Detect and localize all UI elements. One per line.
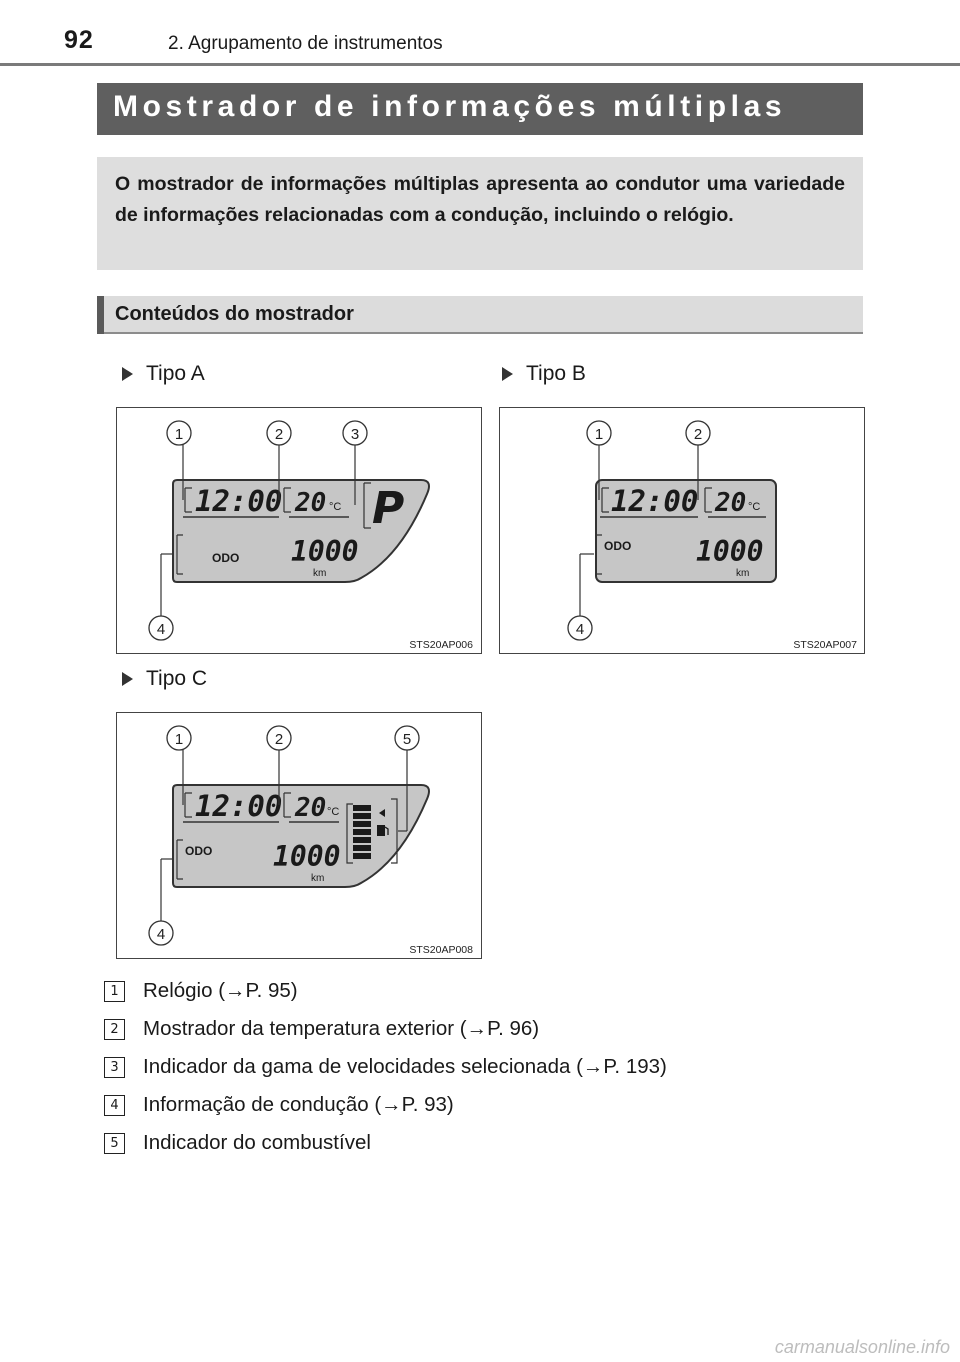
temp-readout: 20 [295,793,327,823]
odo-readout: 1000 [273,840,341,873]
legend-number: 5 [104,1133,125,1154]
temp-unit: °C [748,501,761,513]
temp-unit: °C [327,806,340,818]
figure-code: STS20AP008 [409,944,473,956]
figure-code: STS20AP006 [409,639,473,651]
header-rule [0,63,960,66]
temp-readout: 20 [295,488,327,518]
clock-readout: 12:00 [195,484,283,518]
type-b-text: Tipo B [526,362,586,385]
legend-text: Indicador da gama de velocidades selecionada (→P. 193) [143,1055,667,1078]
type-a-label [122,362,205,386]
odo-unit: km [311,873,325,884]
legend-text: Mostrador da temperatura exterior (→P. 96) [143,1017,540,1040]
svg-text:4: 4 [156,926,166,943]
figure-type-b [499,407,865,654]
legend-text: Informação de condução (→P. 93) [143,1093,454,1116]
temp-unit: °C [329,501,342,513]
type-b-label [502,362,586,386]
figure-code: STS20AP007 [793,639,857,651]
type-c-label [122,667,207,691]
figure-type-c [116,712,482,959]
section-title: Conteúdos do mostrador [115,303,354,325]
svg-text:4: 4 [575,621,585,638]
legend-item-4 [104,1089,454,1121]
triangle-bullet-icon [122,672,133,686]
legend-item-5 [104,1127,371,1159]
clock-readout: 12:00 [611,484,699,518]
legend-number: 1 [104,981,125,1002]
section-heading [97,296,863,334]
figure-type-a [116,407,482,654]
section-accent [97,296,104,334]
odo-unit: km [313,568,327,579]
svg-text:5: 5 [402,731,412,748]
temp-readout: 20 [715,488,747,518]
intro-box [97,157,863,270]
legend-number: 4 [104,1095,125,1116]
odo-readout: 1000 [291,535,359,568]
chapter-title: 2. Agrupamento de instrumentos [168,33,443,54]
page-title: Mostrador de informações múltiplas [113,90,787,123]
svg-text:2: 2 [274,731,284,748]
svg-text:1: 1 [594,426,604,443]
legend-number: 3 [104,1057,125,1078]
svg-text:3: 3 [350,426,360,443]
svg-text:1: 1 [174,731,184,748]
type-c-text: Tipo C [146,667,208,690]
svg-text:2: 2 [274,426,284,443]
odo-label: ODO [604,539,632,553]
gear-readout: P [372,483,405,534]
legend-item-3 [104,1051,667,1083]
page-number: 92 [64,26,94,54]
intro-text: O mostrador de informações múltiplas apresenta ao condutor uma variedade de informações relacionadas com a condução, incluindo o relógio. [115,173,845,226]
clock-readout: 12:00 [195,789,283,823]
legend-item-2 [104,1013,539,1045]
fuel-gauge-bars [353,805,371,859]
type-a-text: Tipo A [146,362,205,385]
triangle-bullet-icon [502,367,513,381]
odo-label: ODO [185,844,213,858]
svg-text:2: 2 [693,426,703,443]
svg-text:4: 4 [156,621,166,638]
odo-label: ODO [212,551,240,565]
legend-number: 2 [104,1019,125,1040]
legend-item-1 [104,975,298,1007]
odo-unit: km [736,568,750,579]
svg-text:1: 1 [174,426,184,443]
title-bar [97,83,863,135]
legend-text: Indicador do combustível [143,1131,371,1154]
legend-text: Relógio (→P. 95) [143,979,298,1002]
watermark: carmanualsonline.info [774,1337,950,1357]
odo-readout: 1000 [696,535,764,568]
triangle-bullet-icon [122,367,133,381]
